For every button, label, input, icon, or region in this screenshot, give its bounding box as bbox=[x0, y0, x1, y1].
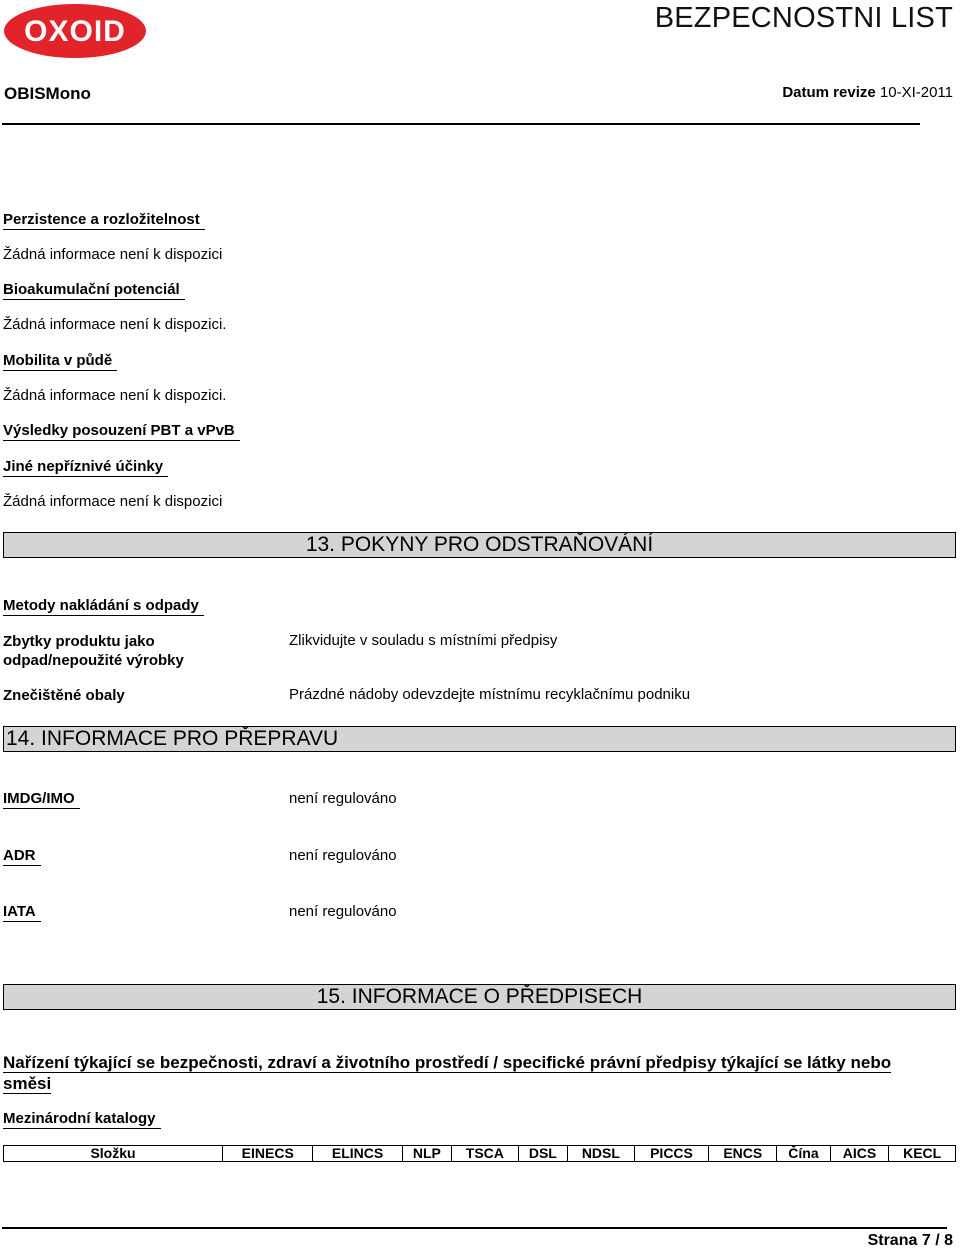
page-separator: / bbox=[935, 1232, 940, 1249]
transport-label-imdg: IMDG/IMO bbox=[3, 790, 80, 809]
transport-value-imdg: není regulováno bbox=[289, 790, 397, 807]
bioaccumulation-title: Bioakumulační potenciál bbox=[3, 281, 185, 300]
transport-label-adr: ADR bbox=[3, 847, 41, 866]
international-catalogs-title: Mezinárodní katalogy bbox=[3, 1110, 161, 1129]
contaminated-packaging-value: Prázdné nádoby odevzdejte místnímu recyklačnímu podniku bbox=[289, 686, 691, 703]
catalog-header-cell: NDSL bbox=[568, 1146, 635, 1162]
transport-label-iata: IATA bbox=[3, 903, 41, 922]
catalog-header-cell: Čína bbox=[777, 1146, 830, 1162]
page-label: Strana bbox=[867, 1232, 918, 1249]
header-divider bbox=[2, 123, 920, 125]
catalog-header-cell: PICCS bbox=[634, 1146, 709, 1162]
section-15-heading: 15. INFORMACE O PŘEDPISECH bbox=[3, 984, 956, 1010]
product-residues-label: Zbytky produktu jako odpad/nepoužité výrobky bbox=[3, 633, 184, 669]
document-title: BEZPECNOSTNI LIST bbox=[654, 2, 953, 34]
catalog-header-cell: ENCS bbox=[709, 1146, 777, 1162]
mobility-text: Žádná informace není k dispozici. bbox=[3, 387, 227, 404]
page-total: 8 bbox=[944, 1232, 953, 1249]
regulations-title bbox=[3, 1052, 933, 1094]
product-residues-value: Zlikvidujte v souladu s místními předpisy bbox=[289, 632, 558, 649]
product-name: OBISMono bbox=[4, 84, 91, 103]
catalogs-table bbox=[3, 1145, 956, 1162]
bioaccumulation-text: Žádná informace není k dispozici. bbox=[3, 316, 227, 333]
section-14-heading: 14. INFORMACE PRO PŘEPRAVU bbox=[3, 726, 956, 752]
catalogs-table-header-row bbox=[4, 1146, 956, 1162]
catalog-header-cell: AICS bbox=[830, 1146, 889, 1162]
catalog-header-cell: ELINCS bbox=[313, 1146, 402, 1162]
catalog-header-cell: EINECS bbox=[223, 1146, 313, 1162]
persistence-title: Perzistence a rozložitelnost bbox=[3, 211, 205, 230]
catalog-header-cell: Složku bbox=[4, 1146, 223, 1162]
disposal-methods-title: Metody nakládání s odpady bbox=[3, 597, 204, 616]
transport-value-adr: není regulováno bbox=[289, 847, 397, 864]
section-13-heading: 13. POKYNY PRO ODSTRAŇOVÁNÍ bbox=[3, 532, 956, 558]
catalog-header-cell: TSCA bbox=[452, 1146, 519, 1162]
page-number bbox=[868, 1232, 953, 1250]
revision-date bbox=[782, 84, 953, 101]
pbt-title: Výsledky posouzení PBT a vPvB bbox=[3, 422, 240, 441]
revision-value: 10-XI-2011 bbox=[879, 84, 953, 101]
other-effects-title: Jiné nepříznivé účinky bbox=[3, 458, 168, 477]
logo-text: OXOID bbox=[24, 15, 126, 48]
mobility-title: Mobilita v půdě bbox=[3, 352, 117, 371]
oxoid-logo bbox=[3, 3, 147, 59]
catalog-header-cell: DSL bbox=[518, 1146, 567, 1162]
footer-divider bbox=[2, 1227, 947, 1229]
revision-label: Datum revize bbox=[782, 84, 876, 101]
contaminated-packaging-label: Znečištěné obaly bbox=[3, 687, 125, 704]
regulations-title-text: Nařízení týkající se bezpečnosti, zdraví a životního prostředí / specifické právní předpisy týkající se látky nebo směsi bbox=[3, 1053, 892, 1093]
page-current: 7 bbox=[921, 1232, 931, 1249]
catalog-header-cell: KECL bbox=[889, 1146, 956, 1162]
persistence-text: Žádná informace není k dispozici bbox=[3, 246, 223, 263]
transport-value-iata: není regulováno bbox=[289, 903, 397, 920]
catalog-header-cell: NLP bbox=[402, 1146, 451, 1162]
other-effects-text: Žádná informace není k dispozici bbox=[3, 493, 223, 510]
